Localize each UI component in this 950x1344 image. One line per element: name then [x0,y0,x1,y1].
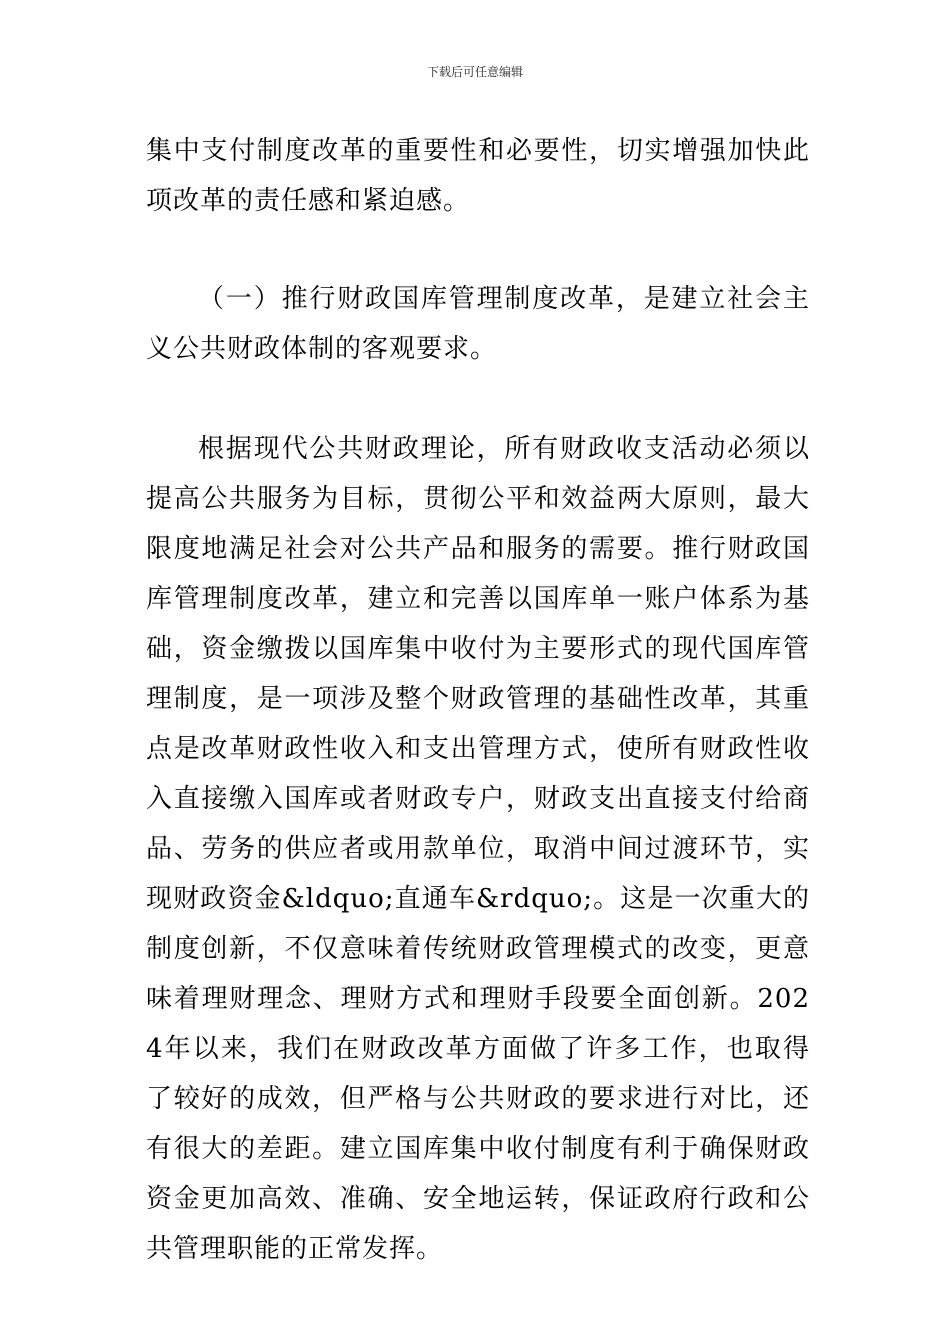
section-heading-paragraph: （一）推行财政国库管理制度改革，是建立社会主义公共财政体制的客观要求。 [146,284,810,364]
paragraph-continuation: 集中支付制度改革的重要性和必要性，切实增强加快此项改革的责任感和紧迫感。 [146,136,810,216]
page-header: 下载后可任意编辑 [426,65,523,79]
body-paragraph: 根据现代公共财政理论，所有财政收支活动必须以提高公共服务为目标，贯彻公平和效益两大原则，最大限度地满足社会对公共产品和服务的需要。推行财政国库管理制度改革，建立和完善以国库单一账户体系为基础，资金缴拨以国库集中收付为主要形式的现代国库管理制度，是一项涉及整个财政管理的基础性改革，其重点是改革财政性收入和支出管理方式，使所有财政性收入直接缴入国库或者财政专户，财政支出直接支付给商品、劳务的供应者或用款单位，取消中间过渡环节，实现财政资金&ldquo;直通车&rdquo;。这是一次重大的制度创新，不仅意味着传统财政管理模式的改变，更意味着理财理念、理财方式和理财手段要全面创新。2024年以来，我们在财政改革方面做了许多工作，也取得了较好的成效，但严格与公共财政的要求进行对比，还有很大的差距。建立国库集中收付制度有利于确保财政资金更加高效、准确、安全地运转，保证政府行政和公共管理职能的正常发挥。 [146,434,810,1264]
